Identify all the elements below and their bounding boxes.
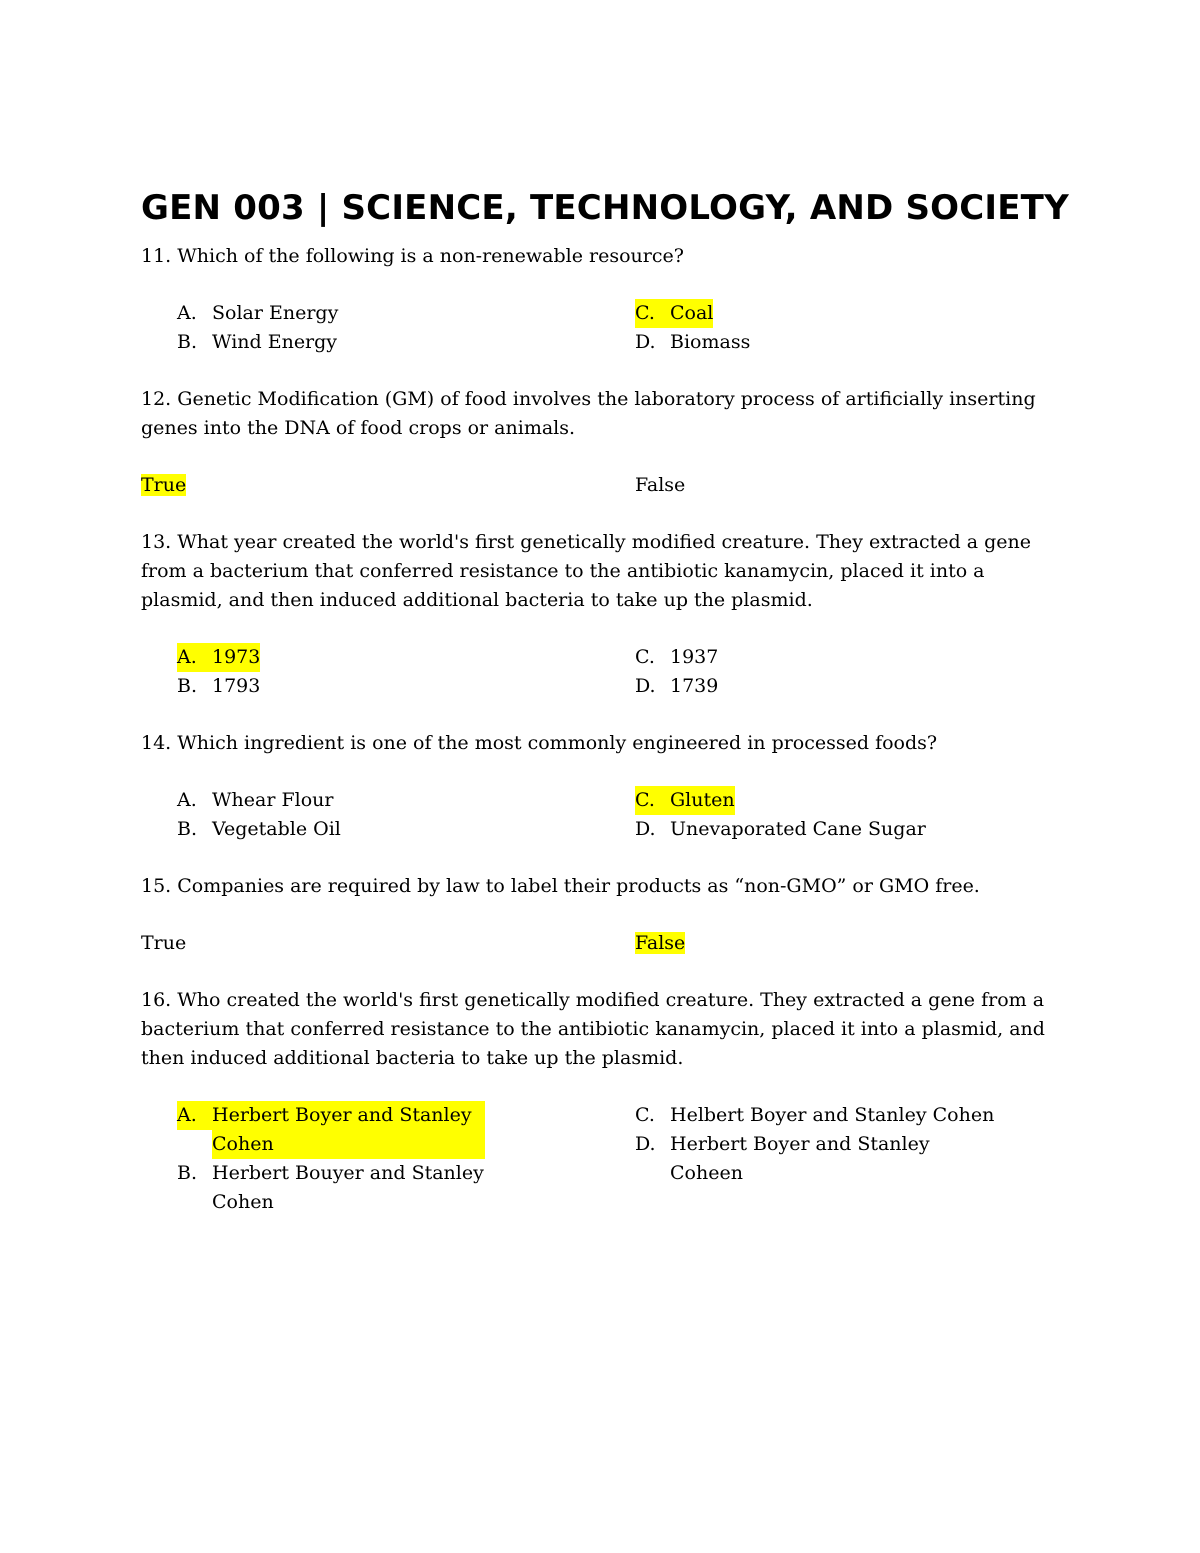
- question-16: [141, 986, 1071, 1217]
- option-a[interactable]: A. Herbert Boyer and Stanley Cohen: [177, 1101, 485, 1159]
- question-12: [141, 385, 1071, 500]
- question-15: [141, 872, 1071, 958]
- option-b[interactable]: B. Vegetable Oil: [177, 818, 341, 840]
- option-a[interactable]: A. Whear Flour: [177, 789, 334, 811]
- question-text: 11. Which of the following is a non-renewable resource?: [141, 245, 684, 267]
- question-13: [141, 528, 1071, 701]
- question-11: [141, 242, 1071, 357]
- true-false-row: [141, 929, 1071, 958]
- options-grid: [141, 1101, 1071, 1217]
- question-14: [141, 729, 1071, 844]
- question-text: 16. Who created the world's first genetically modified creature. They extracted a gene from a bacterium that conferred resistance to the antibiotic kanamycin, placed it into a plasmid, and then induced additional bacteria to take up the plasmid.: [141, 989, 1045, 1069]
- option-false[interactable]: False: [635, 474, 686, 496]
- option-d[interactable]: D. 1739: [635, 675, 719, 697]
- option-b[interactable]: B. Herbert Bouyer and Stanley Cohen: [177, 1162, 484, 1213]
- option-true[interactable]: True: [141, 474, 187, 496]
- document-page: [141, 182, 1071, 1217]
- true-false-row: [141, 471, 1071, 500]
- option-c[interactable]: C. Gluten: [635, 786, 1065, 815]
- option-a[interactable]: A. 1973: [177, 643, 635, 672]
- question-text: 14. Which ingredient is one of the most commonly engineered in processed foods?: [141, 732, 938, 754]
- option-c[interactable]: C. 1937: [635, 646, 719, 668]
- options-right: [635, 643, 1065, 701]
- option-d[interactable]: D. Biomass: [635, 331, 751, 353]
- option-a[interactable]: A. Solar Energy: [177, 302, 339, 324]
- options-right: [635, 1101, 1065, 1217]
- options-left: [141, 786, 635, 844]
- question-text: 15. Companies are required by law to label their products as “non-GMO” or GMO free.: [141, 875, 980, 897]
- option-d[interactable]: D. Unevaporated Cane Sugar: [635, 818, 926, 840]
- options-grid: [141, 299, 1071, 357]
- options-grid: [141, 786, 1071, 844]
- question-text: 13. What year created the world's first genetically modified creature. They extracted a gene from a bacterium that conferred resistance to the antibiotic kanamycin, placed it into a plasmid, and then induced additional bacteria to take up the plasmid.: [141, 531, 1032, 611]
- option-b[interactable]: B. 1793: [177, 675, 261, 697]
- option-c[interactable]: C. Helbert Boyer and Stanley Cohen: [635, 1104, 995, 1126]
- question-text: 12. Genetic Modification (GM) of food involves the laboratory process of artificially inserting genes into the DNA of food crops or animals.: [141, 388, 1036, 439]
- option-c[interactable]: C. Coal: [635, 299, 1065, 328]
- option-d[interactable]: D. Herbert Boyer and Stanley Coheen: [635, 1133, 930, 1184]
- options-left: [141, 299, 635, 357]
- option-false[interactable]: False: [635, 932, 686, 954]
- document-title: GEN 003 | SCIENCE, TECHNOLOGY, AND SOCIETY: [141, 188, 1069, 228]
- options-right: [635, 299, 1065, 357]
- options-right: [635, 786, 1065, 844]
- option-b[interactable]: B. Wind Energy: [177, 331, 338, 353]
- options-left: [141, 1101, 635, 1217]
- options-left: [141, 643, 635, 701]
- options-grid: [141, 643, 1071, 701]
- option-true[interactable]: True: [141, 932, 187, 954]
